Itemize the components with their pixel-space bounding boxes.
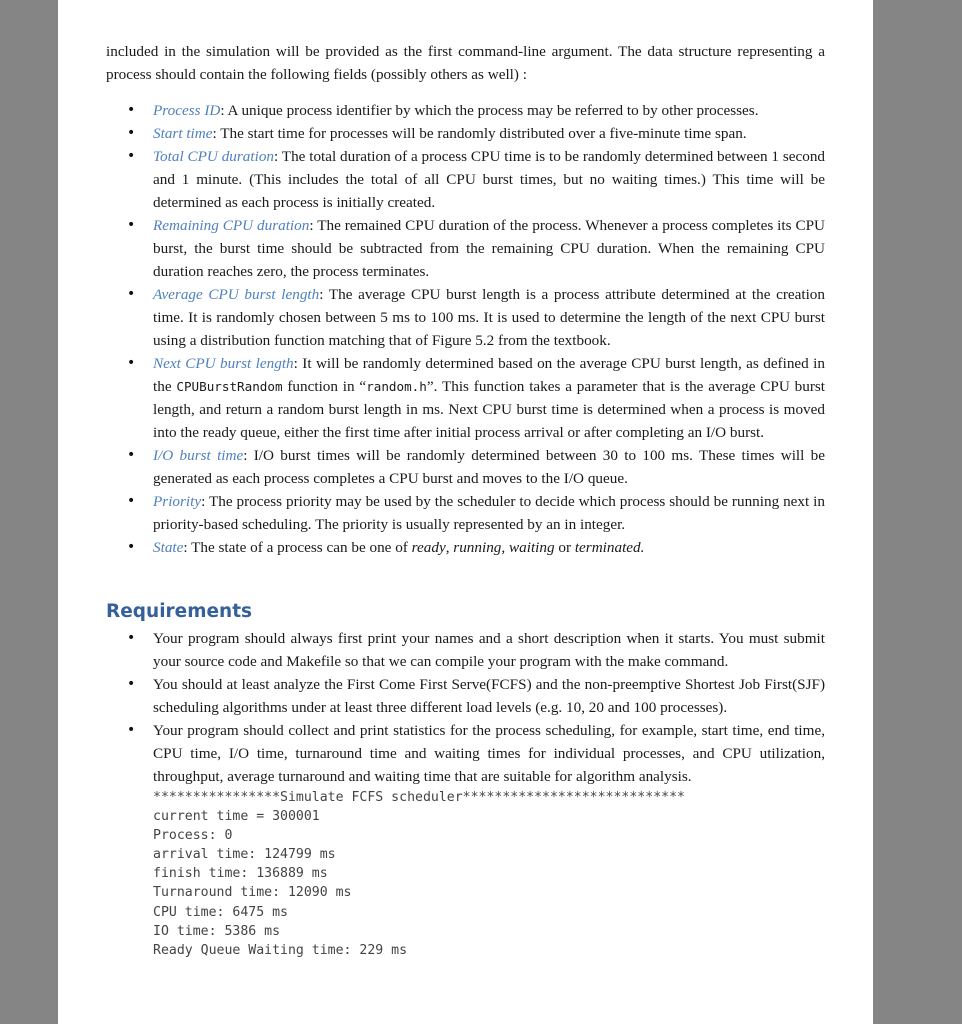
- output-line: Process: 0: [153, 828, 233, 844]
- separator: ,: [445, 539, 454, 556]
- field-desc: : The remained CPU duration of the process. Whenever a process completes its CPU burst, the burst time should be subtracted from the remaining CPU duration. When the remaining CPU duration reaches zero, the process terminates.: [153, 217, 825, 280]
- state-running: running: [453, 539, 502, 556]
- field-desc: : I/O burst times will be randomly determined between 30 to 100 ms. These times will be generated as each process completes a CPU burst and moves to the I/O queue.: [153, 447, 826, 487]
- document-page: [58, 0, 873, 1024]
- list-item: [106, 444, 825, 490]
- field-desc: : The state of a process can be one of: [183, 539, 412, 556]
- list-item: [106, 99, 825, 122]
- field-desc: : The total duration of a process CPU time is to be randomly determined between 1 second and 1 minute. (This includes the total of all CPU burst times, but no waiting times.) This time will be determined as each process is initially created.: [153, 148, 826, 211]
- field-term: I/O burst time: [153, 447, 244, 464]
- field-term: Average CPU burst length: [153, 286, 320, 303]
- field-desc: ”. This function takes a parameter that is the average CPU burst length, and return a random burst length in ms. Next CPU burst time is determined when a process is moved into the ready queue, either the first time after initial process arrival or after completing an I/O burst.: [153, 378, 826, 441]
- list-item: [106, 214, 825, 283]
- field-term: Start time: [153, 125, 213, 142]
- list-item: [106, 490, 825, 536]
- output-line: arrival time: 124799 ms: [153, 847, 336, 863]
- requirements-heading: Requirements: [106, 601, 253, 622]
- field-desc: : The process priority may be used by the scheduler to decide which process should be running next in priority-based scheduling. The priority is usually represented by an in integer.: [153, 493, 825, 533]
- inline-code-file: random.h: [366, 379, 427, 394]
- field-term: Priority: [153, 493, 202, 510]
- sample-output: [153, 788, 825, 960]
- list-item: [106, 283, 825, 352]
- period: .: [640, 539, 645, 556]
- field-term: Remaining CPU duration: [153, 217, 310, 234]
- intro-paragraph: included in the simulation will be provided as the first command-line argument. The data structure representing a process should contain the following fields (possibly others as well) :: [106, 43, 825, 83]
- field-desc: function in “: [282, 378, 367, 395]
- inline-code-function: CPUBurstRandom: [176, 379, 283, 394]
- field-desc: : The start time for processes will be randomly distributed over a five-minute time span.: [212, 125, 747, 142]
- field-desc: : The average CPU burst length is a process attribute determined at the creation time. It is randomly chosen between 5 ms to 100 ms. It is used to determine the length of the next CPU burst using a distribution function matching that of Figure 5.2 from the textbook.: [153, 286, 825, 349]
- process-fields-list: [106, 99, 825, 559]
- list-item: • Your program should always first print your names and a short description when it starts. You must submit your source code and Makefile so that we can compile your program with the make command.: [106, 627, 825, 673]
- field-term: Process ID: [153, 102, 221, 119]
- output-line: IO time: 5386 ms: [153, 923, 281, 939]
- field-term: State: [153, 539, 184, 556]
- field-term: Total CPU duration: [153, 148, 275, 165]
- list-item: [106, 536, 825, 559]
- state-waiting: waiting: [509, 539, 555, 556]
- document-content: [106, 40, 825, 960]
- requirements-list: [106, 627, 825, 788]
- list-item: • Your program should collect and print statistics for the process scheduling, for example, start time, end time, CPU time, I/O time, turnaround time and waiting times for individual processes, and CPU utilization, throughput, average turnaround and waiting time that are suitable for algorithm analysis.: [106, 719, 825, 788]
- list-item: [106, 352, 825, 444]
- output-line: CPU time: 6475 ms: [153, 904, 288, 920]
- output-line: current time = 300001: [153, 809, 320, 825]
- state-terminated: terminated: [574, 539, 641, 556]
- field-term: Next CPU burst length: [153, 355, 294, 372]
- state-ready: ready: [411, 539, 446, 556]
- field-desc: : It will be randomly determined based on the average CPU burst length, as defined in the: [153, 355, 825, 395]
- output-line: finish time: 136889 ms: [153, 866, 328, 882]
- separator: ,: [501, 539, 509, 556]
- separator: or: [554, 539, 575, 556]
- output-line: Turnaround time: 12090 ms: [153, 885, 352, 901]
- list-item: [106, 122, 825, 145]
- field-desc: : A unique process identifier by which the process may be referred to by other processes.: [220, 102, 759, 119]
- list-item: [106, 145, 825, 214]
- output-line: Ready Queue Waiting time: 229 ms: [153, 942, 408, 958]
- output-line: ****************Simulate FCFS scheduler****************************: [153, 790, 685, 805]
- list-item: • You should at least analyze the First Come First Serve(FCFS) and the non-preemptive Shortest Job First(SJF) scheduling algorithms under at least three different load levels (e.g. 10, 20 and 100 processes).: [106, 673, 825, 719]
